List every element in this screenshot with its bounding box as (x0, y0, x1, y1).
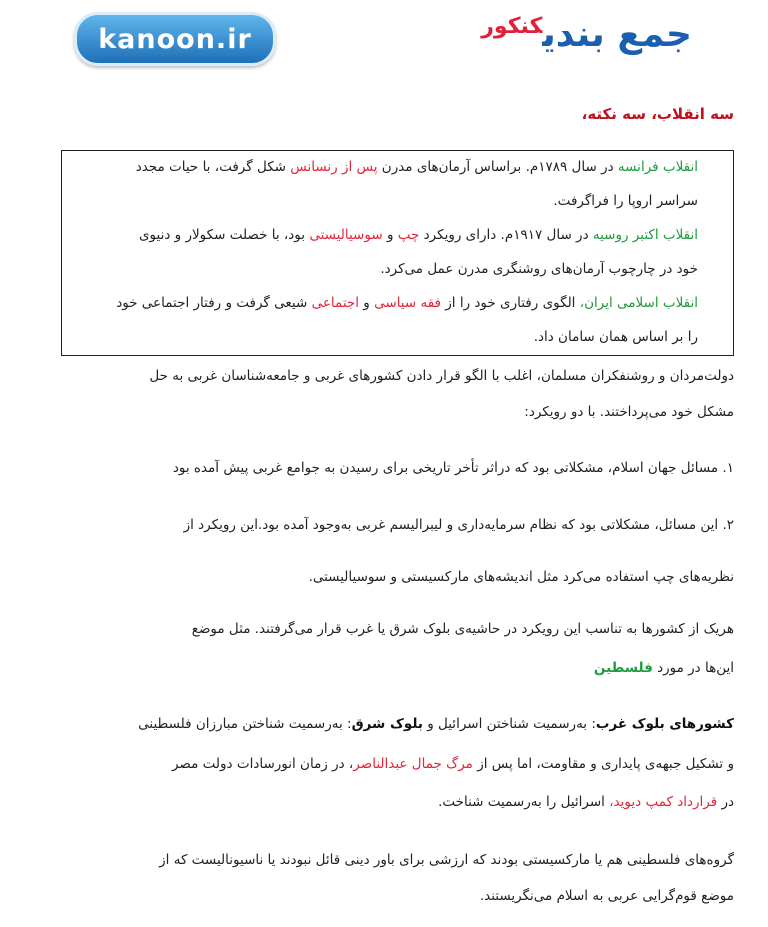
paragraph-5-line-3 (438, 794, 734, 810)
text: و (382, 227, 398, 243)
text: شیعی گرفت و رفتار اجتماعی خود (116, 295, 312, 311)
paragraph-1-line-2: مشکل خود می‌پرداختند. با دو رویکرد: (524, 404, 734, 420)
box-line-2: سراسر اروپا را فراگرفت. (553, 193, 698, 209)
text: بود، با خصلت سکولار و دنیوی (138, 227, 310, 243)
box-line-4: خود در چارچوب آرمان‌های روشنگری مدرن عمل می‌کرد. (380, 261, 698, 277)
french-revolution: انقلاب فرانسه (617, 159, 698, 175)
paragraph-2: ۱. مسائل جهان اسلام، مشکلاتی بود که دراثر تأخر تاریخی برای رسیدن به جوامع غربی پیش آمده بود (172, 460, 734, 476)
text: و (359, 295, 375, 311)
text: در (717, 794, 734, 810)
text: ، در زمان انورسادات دولت مصر (171, 756, 354, 772)
palestine-term: فلسطین (593, 660, 653, 676)
paragraph-1-line-1: دولت‌مردان و روشنفکران مسلمان، اغلب با الگو قرار دادن کشورهای غربی و جامعه‌شناسان غربی به حل (149, 368, 734, 384)
paragraph-5-line-2 (172, 756, 734, 772)
left-term: چپ (397, 227, 420, 243)
text: در سال ۱۹۱۷م. دارای رویکرد (419, 227, 593, 243)
text: شکل گرفت، با حیات مجدد (135, 159, 291, 175)
text: الگوی رفتاری خود را از (441, 295, 580, 311)
paragraph-4-line-1: هریک از کشورها به تناسب این رویکرد در حاشیه‌ی بلوک شرق یا غرب قرار می‌گرفتند. مثل موضع (191, 621, 734, 637)
paragraph-4-line-2 (594, 660, 734, 676)
nasser-death-term: مرگ جمال عبدالناصر (353, 756, 473, 772)
paragraph-6-line-2: موضع قوم‌گرایی عربی به اسلام می‌نگریستند. (479, 888, 734, 904)
text: در سال ۱۷۸۹م. براساس آرمان‌های مدرن (377, 159, 618, 175)
box-line-6: را بر اساس همان سامان داد. (533, 329, 698, 345)
social-term: اجتماعی (311, 295, 360, 311)
text: اسرائیل را به‌رسمیت شناخت. (438, 794, 610, 810)
paragraph-5-line-1 (138, 716, 734, 732)
header-title-logo (432, 14, 692, 70)
western-bloc-term: کشورهای بلوک غرب (595, 716, 734, 732)
text: و تشکیل جبهه‌ی پایداری و مقاومت، اما پس از (472, 756, 734, 772)
after-renaissance: پس از رنسانس (290, 159, 378, 175)
paragraph-3-line-2: نظریه‌های چپ استفاده می‌کرد مثل اندیشه‌های مارکسیستی و سوسیالیستی. (308, 569, 734, 585)
box-line-5 (116, 295, 698, 311)
kanoon-logo[interactable] (74, 12, 276, 66)
box-line-1 (136, 159, 698, 175)
text: : به‌رسمیت شناختن اسرائیل و (422, 716, 596, 732)
text: این‌ها در مورد (652, 660, 734, 676)
box-line-3 (139, 227, 698, 243)
title-main: جمع بندی (542, 14, 692, 55)
kanoon-logo-text: kanoon.ir (98, 23, 252, 55)
section-heading: سه انقلاب، سه نکته، (581, 105, 734, 123)
socialist-term: سوسیالیستی (309, 227, 383, 243)
political-fiqh: فقه سیاسی (374, 295, 441, 311)
title-small: کنکور (481, 14, 543, 39)
paragraph-3-line-1: ۲. این مسائل، مشکلاتی بود که نظام سرمایه‌داری و لیبرالیسم غربی به‌وجود آمده بود.این رویکرد از (183, 517, 734, 533)
eastern-bloc-term: بلوک شرق (351, 716, 423, 732)
camp-david-term: قرارداد کمپ دیوید، (609, 794, 718, 810)
revolutions-box (61, 150, 734, 356)
paragraph-6-line-1: گروه‌های فلسطینی هم یا مارکسیستی بودند که ارزشی برای باور دینی قائل نبودند یا ناسیونالیست که از (159, 852, 734, 868)
islamic-revolution: انقلاب اسلامی ایران، (579, 295, 698, 311)
october-revolution: انقلاب اکتبر روسیه (592, 227, 698, 243)
text: : به‌رسمیت شناختن مبارزان فلسطینی (138, 716, 352, 732)
